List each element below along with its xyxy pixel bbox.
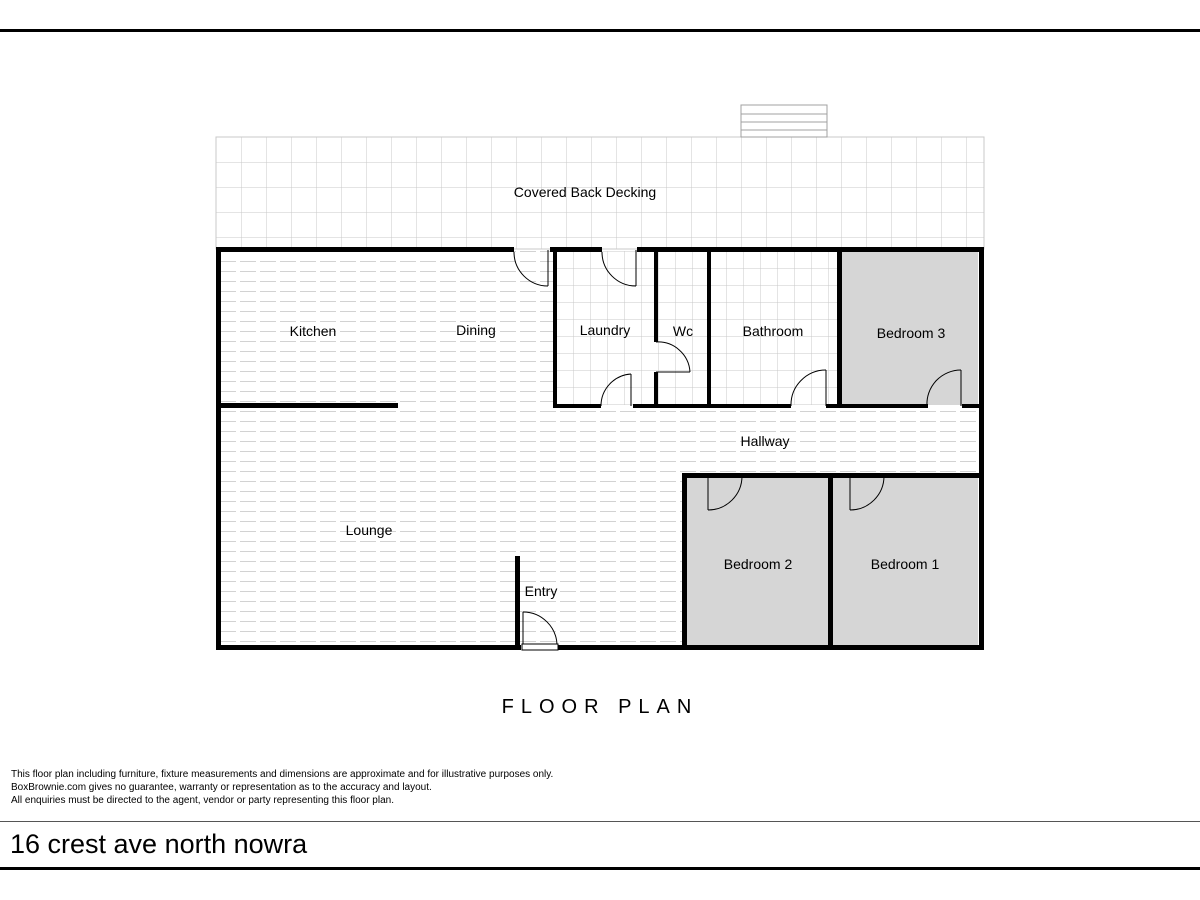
disclaimer-line: This floor plan including furniture, fixture measurements and dimensions are approximate and for illustrative purposes only. (11, 769, 554, 780)
disclaimer-line: All enquiries must be directed to the agent, vendor or party representing this floor plan. (11, 795, 394, 806)
bedroom-3-label: Bedroom 3 (876, 325, 946, 341)
laundry-label: Laundry (579, 322, 631, 338)
entry-label: Entry (524, 583, 558, 599)
property-address: 16 crest ave north nowra (10, 829, 308, 859)
kitchen-label: Kitchen (289, 323, 337, 339)
bedroom-1-label: Bedroom 1 (870, 556, 940, 572)
wc-label: Wc (672, 323, 694, 339)
covered-back-decking-label: Covered Back Decking (513, 184, 657, 200)
bathroom-label: Bathroom (742, 323, 804, 339)
hallway-label: Hallway (740, 433, 790, 449)
disclaimer-line: BoxBrownie.com gives no guarantee, warranty or representation as to the accuracy and layout. (11, 782, 432, 793)
bottom-rule (0, 867, 1200, 870)
dining-label: Dining (456, 322, 496, 338)
disclaimer (11, 768, 553, 807)
covered-back-decking (216, 105, 984, 249)
plan-title: FLOOR PLAN (501, 696, 699, 718)
bedroom-2-label: Bedroom 2 (723, 556, 793, 572)
divider-rule (0, 821, 1200, 822)
lounge-label: Lounge (345, 522, 393, 538)
